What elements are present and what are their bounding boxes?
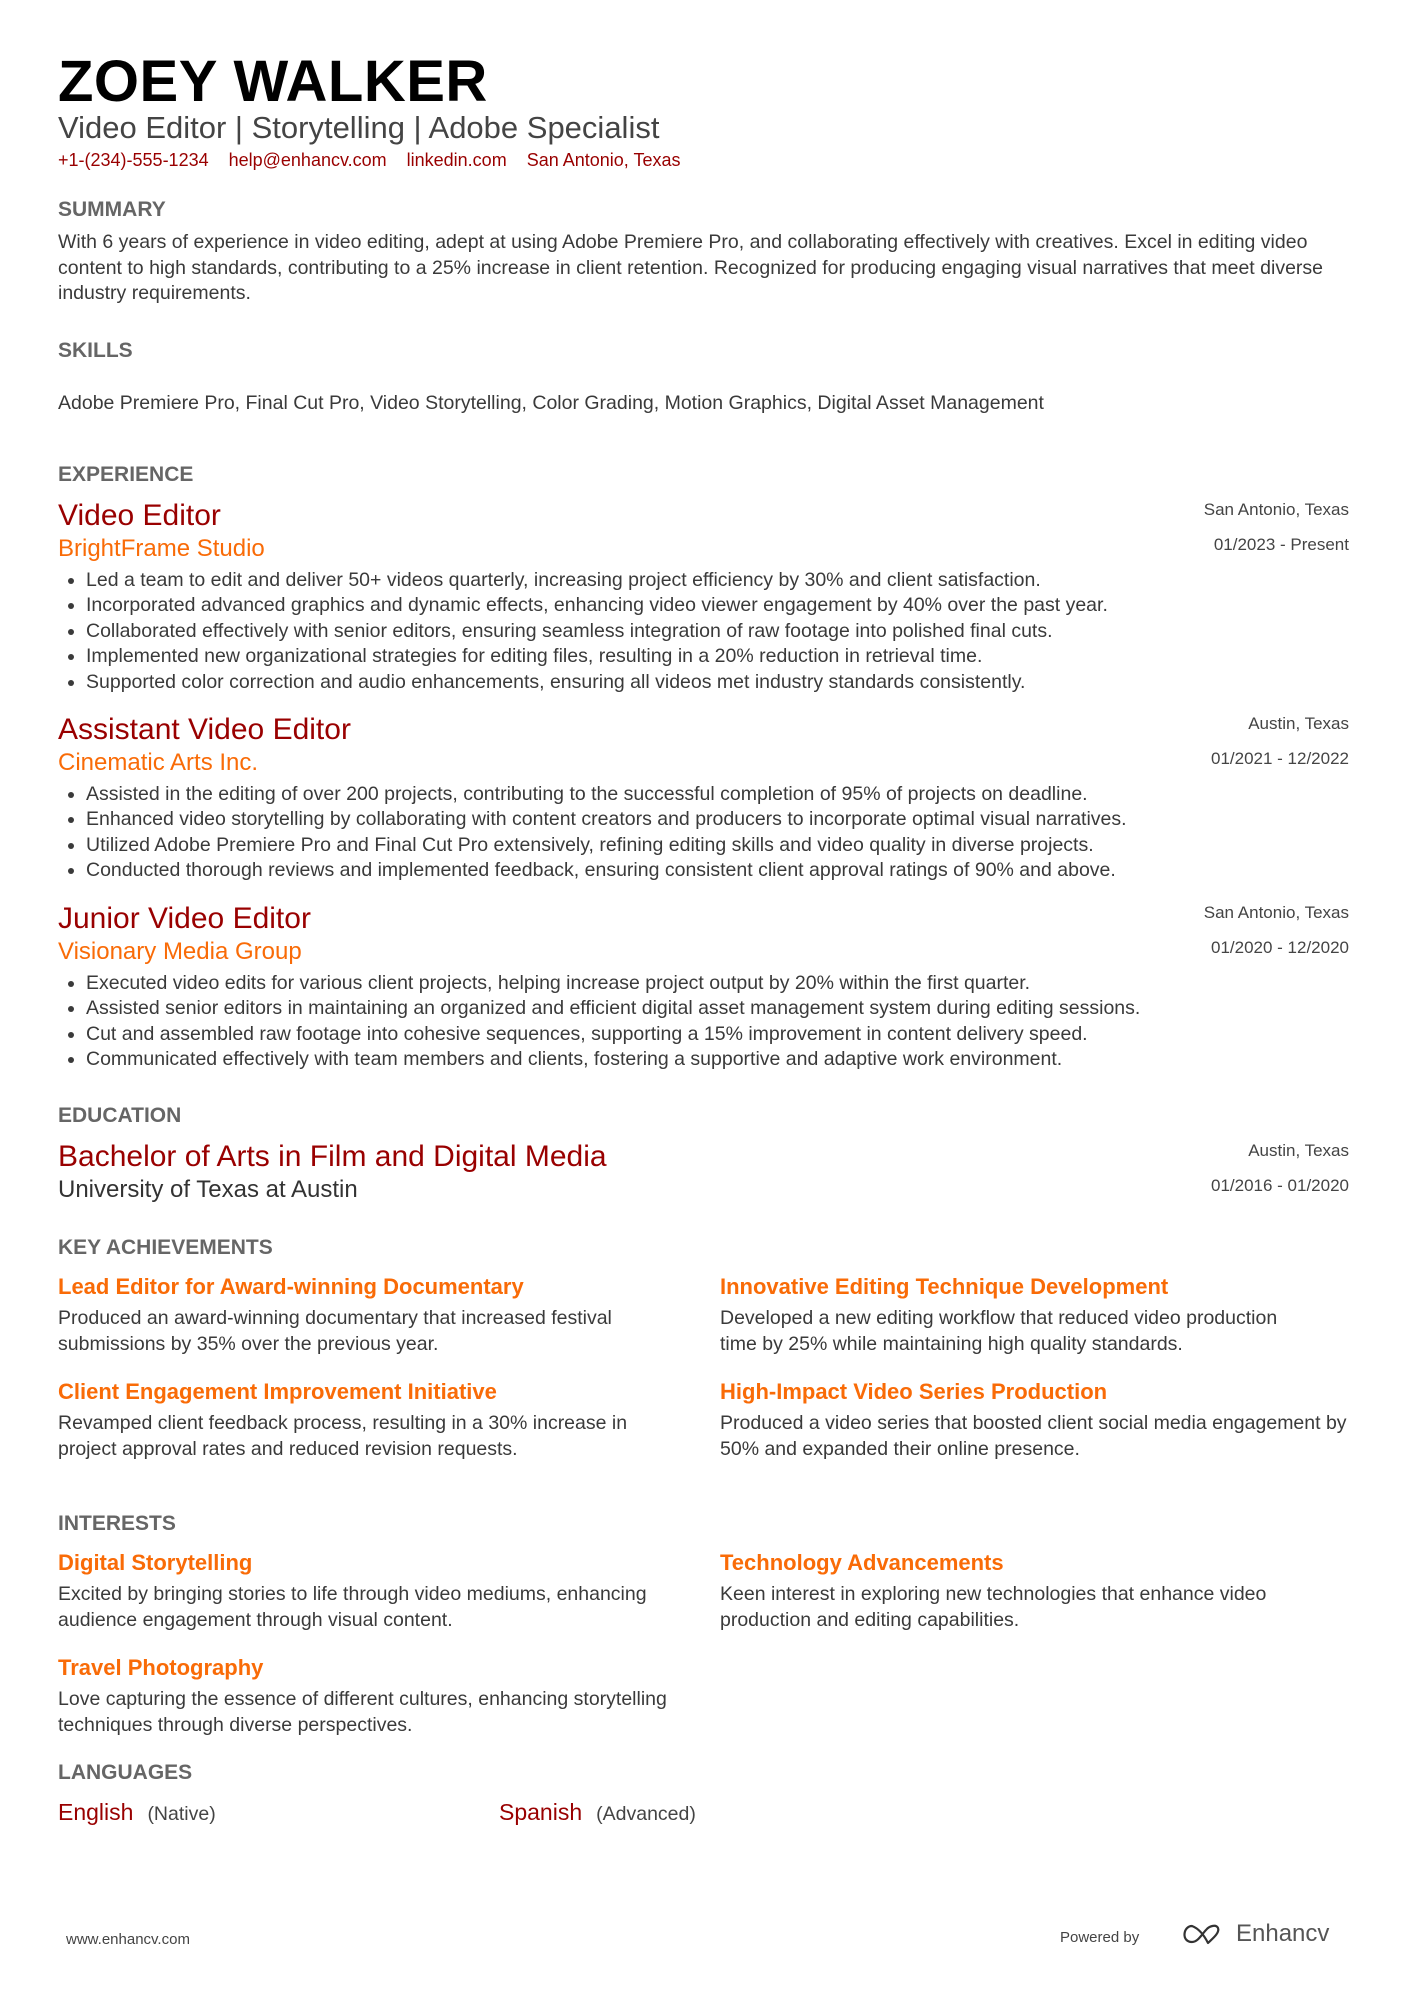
bullet: • Led a team to edit and deliver 50+ videos quarterly, increasing project efficiency by 30% and client satisfaction.: [86, 568, 1349, 593]
job-location: San Antonio, Texas: [1203, 903, 1349, 922]
skills-section: [58, 339, 1349, 417]
interest-desc: Keen interest in exploring new technologies that enhance video production and editing capabilities.: [720, 1583, 1267, 1631]
language-level: (Advanced): [596, 1803, 696, 1825]
achievement-item: [720, 1377, 1349, 1462]
achievement-item: [58, 1377, 720, 1462]
language-item: [58, 1799, 499, 1826]
phone[interactable]: +1-(234)-555-1234: [58, 150, 209, 170]
bullet: • Assisted senior editors in maintaining an organized and efficient digital asset management system during editing sessions.: [86, 996, 1349, 1021]
job-dates: 01/2023 - Present: [1213, 535, 1349, 554]
education-dates: 01/2016 - 01/2020: [1210, 1176, 1349, 1195]
language-level: (Native): [147, 1803, 216, 1825]
job-entry: [58, 901, 1349, 1073]
interest-item: [58, 1548, 720, 1633]
job-bullets: [58, 971, 1349, 1073]
achievement-title: High-Impact Video Series Production: [720, 1379, 1108, 1404]
section-title: LANGUAGES: [58, 1761, 193, 1784]
job-dates: 01/2021 - 12/2022: [1210, 749, 1349, 768]
skills-text: Adobe Premiere Pro, Final Cut Pro, Video Storytelling, Color Grading, Motion Graphics, Digital Asset Management: [58, 392, 1044, 414]
bullet: • Utilized Adobe Premiere Pro and Final Cut Pro extensively, refining editing skills and video quality in diverse projects.: [86, 833, 1349, 858]
achievement-title: Innovative Editing Technique Development: [720, 1274, 1169, 1299]
summary-section: [58, 198, 1349, 307]
achievements-section: [58, 1236, 1349, 1482]
enhancv-logo[interactable]: [1178, 1920, 1329, 1948]
achievement-desc: Produced a video series that boosted client social media engagement by 50% and expanded their online presence.: [720, 1412, 1347, 1460]
achievement-title: Client Engagement Improvement Initiative: [58, 1379, 497, 1404]
section-title: EXPERIENCE: [58, 463, 194, 486]
language-name: Spanish: [499, 1799, 583, 1825]
bullet: • Executed video edits for various client projects, helping increase project output by 20% within the first quarter.: [86, 971, 1349, 996]
achievement-item: [58, 1272, 720, 1357]
interest-item: [58, 1653, 720, 1738]
bullet: • Implemented new organizational strategies for editing files, resulting in a 20% reduction in retrieval time.: [86, 644, 1349, 669]
section-title: INTERESTS: [58, 1512, 176, 1535]
bullet: • Supported color correction and audio enhancements, ensuring all videos met industry standards consistently.: [86, 670, 1349, 695]
bullet: • Incorporated advanced graphics and dynamic effects, enhancing video viewer engagement by 40% over the past year.: [86, 593, 1349, 618]
interest-title: Technology Advancements: [720, 1550, 1004, 1575]
enhancv-brand: Enhancv: [1236, 1920, 1330, 1947]
interest-title: Digital Storytelling: [58, 1550, 253, 1575]
degree: Bachelor of Arts in Film and Digital Media: [58, 1140, 607, 1173]
footer-website[interactable]: www.enhancv.com: [66, 1931, 190, 1948]
bullet: • Conducted thorough reviews and implemented feedback, ensuring consistent client approval ratings of 90% and above.: [86, 858, 1349, 883]
summary-text: With 6 years of experience in video editing, adept at using Adobe Premiere Pro, and collaborating effectively with creatives. Excel in editing video content to high standards, contributing to a 25% increase in client retention. Recognized for producing engaging visual narratives that meet diverse industry requirements.: [58, 231, 1324, 304]
job-entry: [58, 712, 1349, 884]
bullet: • Communicated effectively with team members and clients, fostering a supportive and adaptive work environment.: [86, 1047, 1349, 1072]
section-title: SUMMARY: [58, 198, 166, 221]
achievement-desc: Revamped client feedback process, resulting in a 30% increase in project approval rates and reduced revision requests.: [58, 1412, 628, 1460]
job-location: San Antonio, Texas: [1203, 500, 1349, 519]
education-location: Austin, Texas: [1248, 1141, 1349, 1160]
location: San Antonio, Texas: [526, 150, 681, 170]
school: University of Texas at Austin: [58, 1176, 358, 1203]
linkedin-link[interactable]: linkedin.com: [406, 150, 507, 170]
job-role: Assistant Video Editor: [58, 713, 351, 746]
interest-desc: Love capturing the essence of different cultures, enhancing storytelling techniques through diverse perspectives.: [58, 1688, 667, 1736]
section-title: SKILLS: [58, 339, 133, 362]
enhancv-logo-icon: [1178, 1921, 1226, 1947]
interest-item: [720, 1548, 1349, 1633]
language-name: English: [58, 1799, 134, 1825]
bullet: • Collaborated effectively with senior editors, ensuring seamless integration of raw footage into polished final cuts.: [86, 619, 1349, 644]
language-item: [499, 1799, 696, 1826]
achievement-desc: Produced an award-winning documentary that increased festival submissions by 35% over the previous year.: [58, 1307, 612, 1355]
headline: Video Editor | Storytelling | Adobe Specialist: [58, 110, 660, 145]
interest-desc: Excited by bringing stories to life through video mediums, enhancing audience engagement through visual content.: [58, 1583, 647, 1631]
candidate-name: ZOEY WALKER: [58, 49, 488, 114]
achievement-item: [720, 1272, 1349, 1357]
job-dates: 01/2020 - 12/2020: [1210, 938, 1349, 957]
job-role: Junior Video Editor: [58, 902, 311, 935]
job-location: Austin, Texas: [1248, 714, 1349, 733]
achievement-title: Lead Editor for Award-winning Documentary: [58, 1274, 524, 1299]
job-bullets: [58, 782, 1349, 884]
job-company: BrightFrame Studio: [58, 535, 265, 562]
job-company: Visionary Media Group: [58, 938, 302, 965]
achievement-desc: Developed a new editing workflow that reduced video production time by 25% while maintaining high quality standards.: [720, 1307, 1278, 1355]
languages-section: [58, 1761, 1349, 1826]
powered-by-label: Powered by: [1060, 1929, 1140, 1946]
bullet: • Enhanced video storytelling by collaborating with content creators and producers to incorporate optimal visual narratives.: [86, 807, 1349, 832]
contact-bar: [58, 150, 1349, 171]
section-title: EDUCATION: [58, 1104, 182, 1127]
education-entry: [58, 1139, 1349, 1205]
interests-section: [58, 1512, 1349, 1758]
education-section: [58, 1104, 1349, 1128]
job-role: Video Editor: [58, 499, 221, 532]
job-entry: [58, 498, 1349, 695]
job-bullets: [58, 568, 1349, 695]
interest-title: Travel Photography: [58, 1655, 264, 1680]
bullet: • Assisted in the editing of over 200 projects, contributing to the successful completion of 95% of projects on deadline.: [86, 782, 1349, 807]
bullet: • Cut and assembled raw footage into cohesive sequences, supporting a 15% improvement in content delivery speed.: [86, 1022, 1349, 1047]
job-company: Cinematic Arts Inc.: [58, 749, 259, 776]
section-title: KEY ACHIEVEMENTS: [58, 1236, 273, 1259]
experience-section: [58, 463, 1349, 487]
email[interactable]: help@enhancv.com: [228, 150, 387, 170]
